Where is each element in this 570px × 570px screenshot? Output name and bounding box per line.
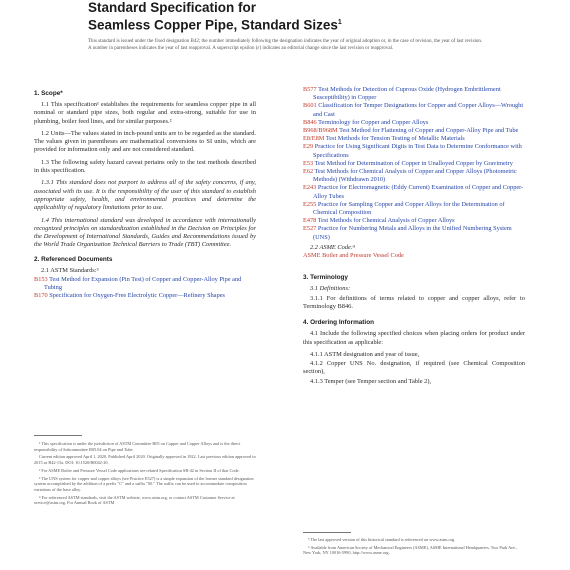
paragraph-4-1-1: 4.1.1 ASTM designation and year of issue,	[310, 350, 420, 358]
footnote-divider-right	[303, 532, 351, 533]
asme-code-label: 2.2 ASME Code:⁵	[310, 243, 356, 251]
left-column	[34, 84, 256, 301]
footnote: ¹ This specification is under the jurisdiction of ASTM Committee B05 on Copper and Copper Alloys and is the direct responsibility of Subcommittee B05.04 on Pipe and Tube.	[34, 441, 241, 452]
ordering-information-heading: 4. Ordering Information	[303, 319, 375, 327]
reference-item[interactable]: E527 Practice for Numbering Metals and Alloys in the Unified Numbering System (UNS)	[303, 225, 512, 241]
footnotes-right	[303, 537, 525, 558]
footnote: Current edition approved April 1, 2020. Published April 2020. Originally approved in 1922. Last previous edition approved in 2015 as B42-15a. DOI: 10.1520/B0042-20.	[34, 454, 256, 466]
footnotes-left	[34, 441, 256, 508]
title-line-2: Seamless Copper Pipe, Standard Sizes$^1$	[88, 17, 342, 33]
reference-item[interactable]: E243 Practice for Electromagnetic (Eddy Current) Examination of Copper and Copper-Alloy Tubes	[303, 184, 524, 200]
paragraph-4-1-2: 4.1.2 Copper UNS No. designation, if required (see Chemical Composition section),	[303, 360, 525, 376]
footnote-divider-left	[34, 435, 82, 436]
astm-standards-label: 2.1 ASTM Standards:³	[41, 266, 99, 274]
reference-item[interactable]: E62 Test Methods for Chemical Analysis of Copper and Copper Alloys (Photometric Methods) (Withdrawn 2010)	[303, 168, 517, 184]
reference-item[interactable]: B153 Test Method for Expansion (Pin Test) of Copper and Copper-Alloy Pipe and Tubing	[34, 276, 242, 292]
asme-reference[interactable]: ASME Boiler and Pressure Vessel Code	[303, 252, 404, 260]
astm-reference-list-continued	[303, 86, 525, 242]
reference-item[interactable]: E29 Practice for Using Significant Digits in Test Data to Determine Conformance with Specifications	[303, 143, 522, 159]
footnote: ⁵ The last approved version of this historical standard is referenced on www.astm.org.	[308, 537, 456, 542]
footnote: ⁴ For referenced ASTM standards, visit the ASTM website, www.astm.org, or contact ASTM Customer Service at service@astm.org. For Annual Book of ASTM	[34, 494, 235, 506]
footnote: ⁶ Available from American Society of Mechanical Engineers (ASME), ASME International Headquarters, Two Park Ave., New York, NY 10016-5990, http://www.asme.org.	[303, 544, 518, 556]
paragraph-4-1-3: 4.1.3 Temper (see Temper section and Table 2),	[310, 377, 432, 385]
astm-reference-list	[34, 276, 256, 301]
reference-item[interactable]: B601 Classification for Temper Designations for Copper and Copper Alloys—Wrought and Cast	[303, 102, 524, 118]
paragraph-1-1: 1.1 This specification¹ establishes the requirements for seamless copper pipe in all nominal or standard pipe sizes, both regular and extra-strong, suitable for use in plumbing, boiler feed lines, and for similar purposes.²	[34, 101, 256, 125]
document-title	[88, 0, 528, 33]
footnote: ² For ASME Boiler and Pressure Vessel Code applications see related Specification SB-42 in Section II of that Code.	[39, 467, 240, 473]
terminology-heading: 3. Terminology	[303, 274, 348, 282]
title-line-1: Standard Specification for	[88, 0, 257, 15]
reference-item[interactable]: B170 Specification for Oxygen-Free Electrolytic Copper—Refinery Shapes	[34, 292, 225, 300]
paragraph-3-1-1: 3.1.1 For definitions of terms related to copper and copper alloys, refer to Terminology B846.	[303, 294, 525, 310]
designation-note: This standard is issued under the fixed designation B42; the number immediately following the designation indicates the year of original adoption or, in the case of revision, the year of last revision. A number in parentheses indicates the year of last reapproval. A superscript epsilon (ε) indicates an editorial change since the last revision or reapproval.	[88, 39, 483, 51]
footnote: ³ The UNS system for copper and copper alloys (see Practice E527) is a simple expansion of the former standard designation system accomplished by the addition of a prefix "C" and a suffix "00." The suffix can be used to accommodate composition variations of the base alloy.	[34, 475, 254, 492]
reference-item[interactable]: E8/E8M Test Methods for Tension Testing of Metallic Materials	[303, 135, 465, 143]
reference-item[interactable]: B577 Test Methods for Detection of Cuprous Oxide (Hydrogen Embrittlement Susceptibility) in Copper	[303, 86, 501, 102]
reference-item[interactable]: E255 Practice for Sampling Copper and Copper Alloys for the Determination of Chemical Composition	[303, 200, 505, 217]
reference-item[interactable]: E478 Test Methods for Chemical Analysis of Copper Alloys	[303, 217, 455, 225]
right-column	[303, 86, 525, 390]
paragraph-4-1: 4.1 Include the following specified choices when placing orders for product under this specification as applicable:	[303, 330, 525, 346]
scope-heading: 1. Scope*	[34, 90, 63, 97]
paragraph-1-3: 1.3 The following safety hazard caveat pertains only to the test methods described in this specification.	[34, 158, 256, 175]
paragraph-3-1: 3.1 Definitions:	[310, 285, 351, 293]
paragraph-1-2: 1.2 Units—The values stated in inch-pound units are to be regarded as the standard. The values given in parentheses are mathematical conversions to SI units, which are provided for information only and are not considered standard.	[34, 129, 256, 154]
paragraph-1-3-1: 1.3.1 This standard does not purport to address all of the safety concerns, if any, associated with its use. It is the responsibility of the user of this standard to establish appropriate safety, health, and environmental practices and determine the applicability of regulatory limitations prior to use.	[34, 179, 256, 212]
reference-item[interactable]: B968/B968M Test Method for Flattening of Copper and Copper-Alloy Pipe and Tube	[303, 127, 519, 135]
reference-item[interactable]: B846 Terminology for Copper and Copper Alloys	[303, 118, 429, 126]
referenced-documents-heading: 2. Referenced Documents	[34, 255, 113, 263]
paragraph-1-4: 1.4 This international standard was developed in accordance with internationally recognized principles on standardization established in the Decision on Principles for the Development of International Standards, Guides and Recommendations issued by the World Trade Organization Technical Barriers to Trade (TBT) Committee.	[34, 216, 256, 249]
reference-item[interactable]: E53 Test Method for Determination of Copper in Unalloyed Copper by Gravimetry	[303, 159, 513, 167]
title-footnote-marker: 1	[337, 19, 342, 26]
